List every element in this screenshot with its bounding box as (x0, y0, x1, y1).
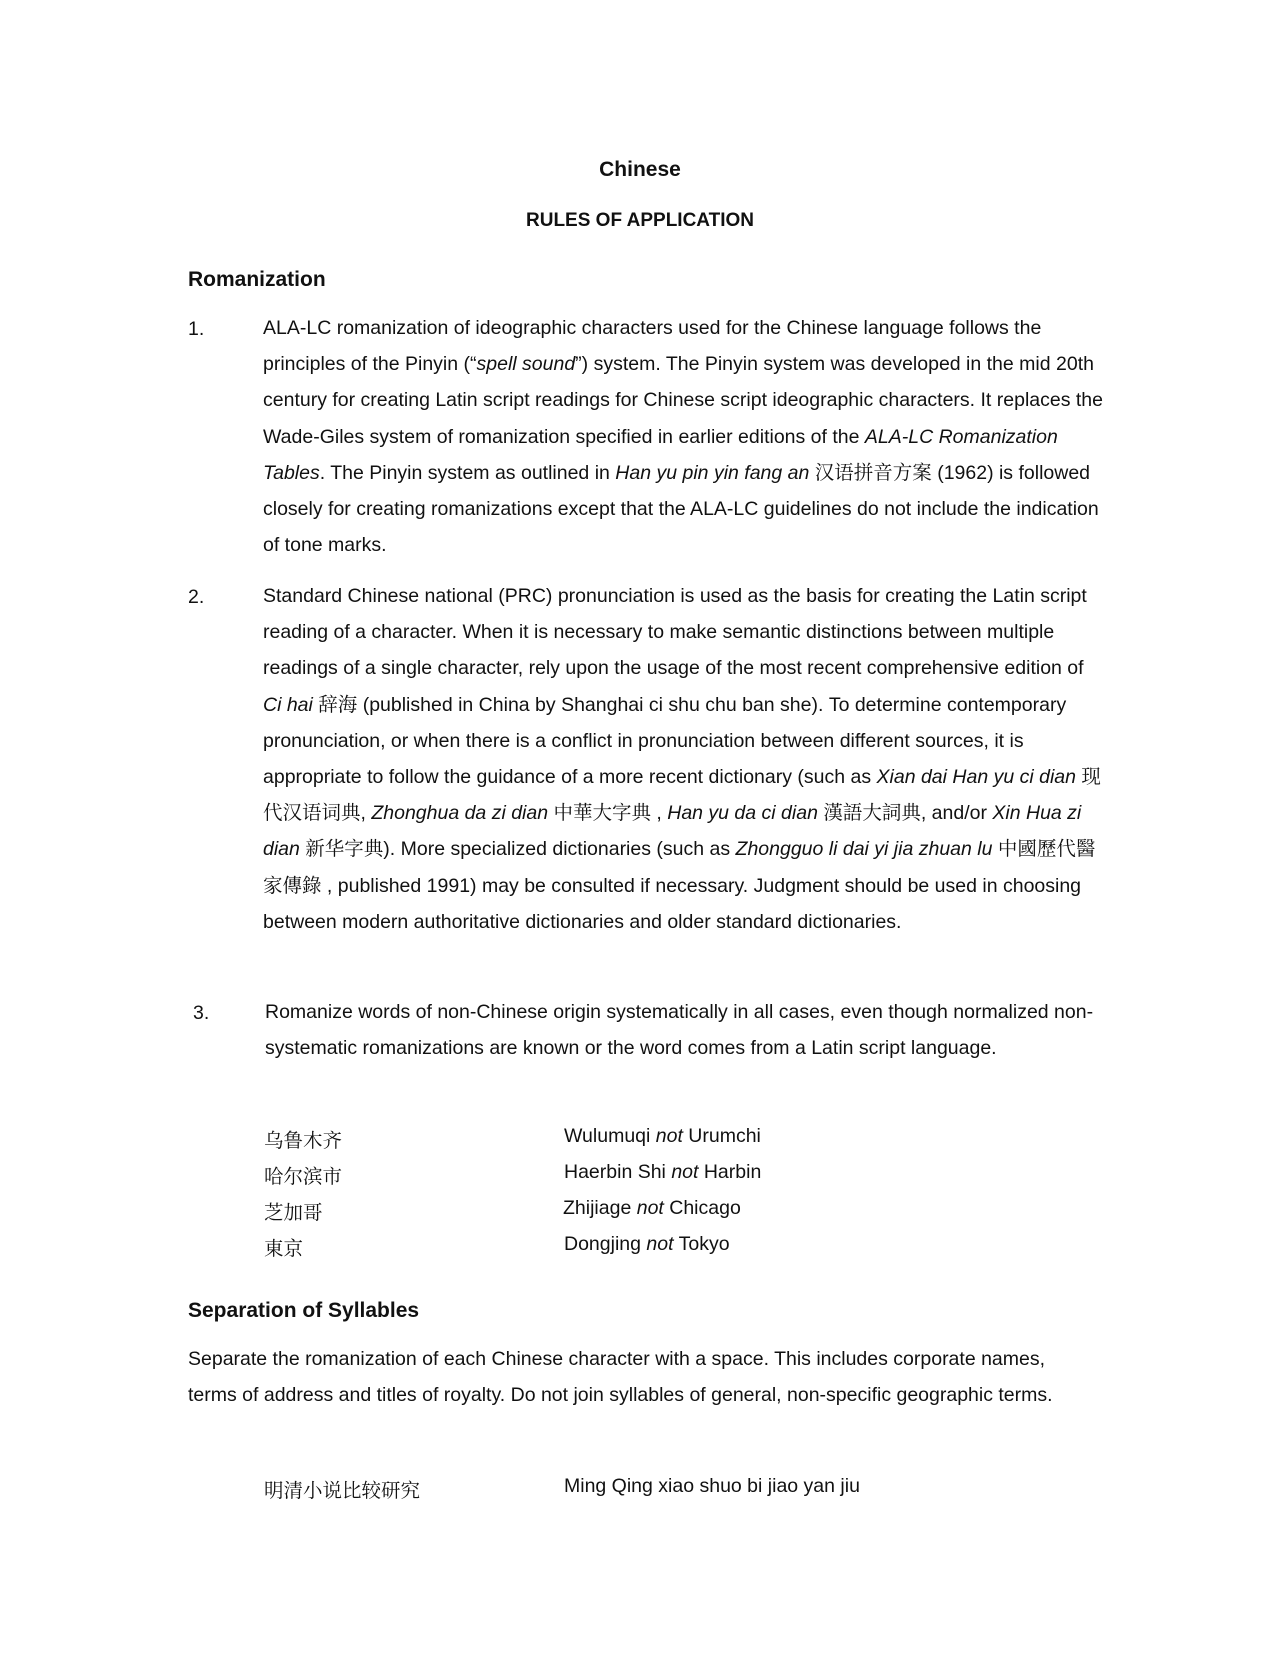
rejected-form: Urumchi (688, 1125, 761, 1147)
italic-title: Zhonghua da zi dian (371, 802, 549, 825)
romanized-form: Dongjing (564, 1233, 641, 1255)
example-romanization (563, 1197, 741, 1220)
italic-title: Xin Hua zi dian (263, 802, 1082, 861)
example-row (264, 1125, 1064, 1155)
italic-title: Han yu da ci dian (667, 802, 818, 825)
italic-title: Ci hai (263, 693, 313, 716)
not-word: not (671, 1161, 699, 1183)
example-romanization (564, 1161, 761, 1184)
paragraph: Separate the romanization of each Chinese character with a space. This includes corporate names, terms of address and titles of royalty. Do not join syllables of general, non-specific geographic terms. (188, 1348, 1053, 1407)
page-title: Chinese (599, 158, 681, 181)
text-span: Standard Chinese national (PRC) pronunciation is used as the basis for creating the Latin script reading of a character. When it is necessary to make semantic distinctions between multiple readings of a single character, rely upon the usage of the most recent comprehensive edition of (263, 585, 1087, 680)
romanized-form: Haerbin Shi (564, 1161, 666, 1183)
italic-title: ALA-LC Romanization Tables (263, 425, 1058, 484)
italic-title: Xian dai Han yu ci dian (876, 766, 1076, 789)
rejected-form: Harbin (703, 1161, 762, 1183)
text-span: 新华字典). More specialized dictionaries (such as (299, 838, 736, 861)
text-span: 汉语拼音方案 (1962) is followed closely for creating romanizations except that the ALA-LC guidelines do not include the indication of tone marks. (263, 461, 1099, 557)
text-span: ALA-LC romanization of ideographic characters used for the Chinese language follows the principles of the Pinyin (“ (263, 317, 1042, 376)
italic-title: Han yu pin yin fang an (615, 461, 810, 484)
romanized-form: Zhijiage (563, 1197, 632, 1219)
list-item-number: 2. (188, 586, 205, 608)
example-romanization (564, 1233, 730, 1256)
page-subtitle: RULES OF APPLICATION (526, 210, 754, 231)
example-row (264, 1475, 1064, 1505)
text-span: ”) system. The Pinyin system was developed in the mid 20th century for creating Latin script readings for Chinese script ideographic characters. It replaces the Wade-Giles system of romanization specified in earlier editions of the (263, 353, 1103, 448)
text-span: 中華大字典 , (548, 802, 668, 825)
text-span: 中國歷代醫家傳錄 , published 1991) may be consulted if necessary. Judgment should be used in choosing between modern authoritative dictionaries and older standard dictionaries. (263, 838, 1096, 933)
list-item-text (263, 578, 1103, 940)
romanized-form: Wulumuqi (564, 1125, 651, 1147)
rejected-form: Chicago (669, 1197, 741, 1219)
example-chinese: 乌鲁木齐 (264, 1130, 343, 1152)
list-item-text (265, 994, 1105, 1066)
example-row (264, 1197, 1064, 1227)
example-chinese: 哈尔滨市 (264, 1166, 343, 1188)
italic-title: Zhongguo li dai yi jia zhuan lu (735, 838, 993, 861)
text-span: 辞海 (published in China by Shanghai ci shu chu ban she). To determine contemporary pronunciation, or when there is a conflict in pronunciation between different sources, it is appropriate to follow the guidance of a more recent dictionary (such as (263, 693, 1067, 789)
example-chinese: 明清小说比较研究 (264, 1480, 421, 1502)
example-row (264, 1161, 1064, 1191)
list-item-text (263, 310, 1103, 563)
italic-term: spell sound (476, 353, 576, 376)
example-chinese: 東京 (264, 1238, 304, 1260)
paragraph: Romanize words of non-Chinese origin systematically in all cases, even though normalized non-systematic romanizations are known or the word comes from a Latin script language. (265, 1001, 1094, 1060)
example-chinese: 芝加哥 (264, 1202, 323, 1224)
example-row (264, 1233, 1064, 1263)
not-word: not (646, 1233, 674, 1255)
text-span: 漢語大詞典, and/or (817, 802, 993, 825)
rejected-form: Tokyo (678, 1233, 730, 1255)
section-heading-separation-of-syllables: Separation of Syllables (188, 1299, 420, 1322)
section-heading-romanization: Romanization (188, 268, 326, 291)
example-romanization: Ming Qing xiao shuo bi jiao yan jiu (564, 1475, 860, 1497)
not-word: not (655, 1125, 683, 1147)
not-word: not (636, 1197, 664, 1219)
example-romanization (564, 1125, 761, 1148)
syllables-paragraph (188, 1341, 1088, 1413)
text-span: 现代汉语词典, (263, 766, 1101, 825)
list-item-number: 3. (193, 1002, 210, 1024)
list-item-number: 1. (188, 318, 205, 340)
text-span: . The Pinyin system as outlined in (319, 461, 616, 484)
